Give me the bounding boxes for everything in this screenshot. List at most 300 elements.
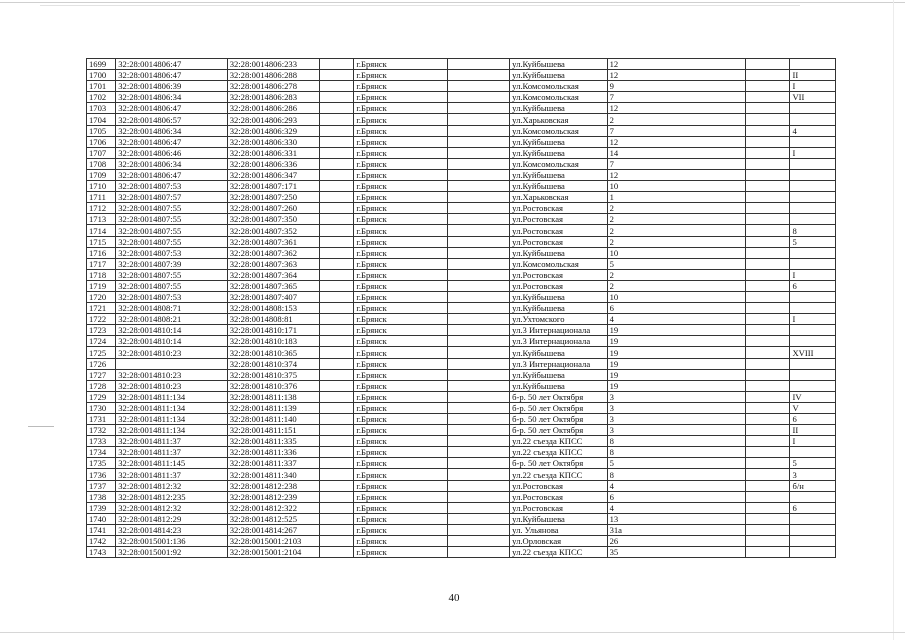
cell-street: ул.22 съезда КПСС xyxy=(510,436,607,447)
cell-blank-a xyxy=(319,291,354,302)
cell-city: г.Брянск xyxy=(354,203,448,214)
cell-apartment xyxy=(790,447,836,458)
cell-apartment: 8 xyxy=(790,225,836,236)
cell-house-number: 5 xyxy=(607,458,746,469)
cell-blank-a xyxy=(319,358,354,369)
cell-street: б-р. 50 лет Октября xyxy=(510,414,607,425)
cell-city: г.Брянск xyxy=(354,280,448,291)
cell-cadastral-number: 32:28:0014810:375 xyxy=(227,369,319,380)
cell-apartment: I xyxy=(790,436,836,447)
cell-apartment xyxy=(790,524,836,535)
cell-blank-c xyxy=(746,414,790,425)
cell-blank-c xyxy=(746,314,790,325)
cell-cadastral-number: 32:28:0014806:286 xyxy=(227,103,319,114)
cell-blank-c xyxy=(746,369,790,380)
cell-cadastral-number: 32:28:0014808:153 xyxy=(227,303,319,314)
cell-city: г.Брянск xyxy=(354,314,448,325)
cell-street: б-р. 50 лет Октября xyxy=(510,402,607,413)
scan-edge-top-inner xyxy=(40,5,800,6)
cell-blank-c xyxy=(746,303,790,314)
cell-parent-cadastral-number: 32:28:0014810:14 xyxy=(116,336,227,347)
cell-street: ул.Ухтомского xyxy=(510,314,607,325)
cell-blank-a xyxy=(319,547,354,558)
cell-blank-c xyxy=(746,92,790,103)
cell-row-number: 1704 xyxy=(87,114,116,125)
cell-house-number: 8 xyxy=(607,447,746,458)
cell-parent-cadastral-number: 32:28:0014806:57 xyxy=(116,114,227,125)
cell-apartment xyxy=(790,303,836,314)
cell-house-number: 3 xyxy=(607,391,746,402)
cell-blank-b xyxy=(448,336,510,347)
cell-row-number: 1736 xyxy=(87,469,116,480)
cell-row-number: 1729 xyxy=(87,391,116,402)
cell-house-number: 13 xyxy=(607,513,746,524)
cell-street: ул.22 съезда КПСС xyxy=(510,469,607,480)
cell-house-number: 31а xyxy=(607,524,746,535)
cell-apartment xyxy=(790,103,836,114)
cell-apartment: V xyxy=(790,402,836,413)
cell-blank-c xyxy=(746,114,790,125)
cell-street: ул.Ростовская xyxy=(510,203,607,214)
cell-blank-a xyxy=(319,192,354,203)
cell-blank-b xyxy=(448,502,510,513)
table-row xyxy=(87,536,836,547)
cell-blank-c xyxy=(746,469,790,480)
cell-parent-cadastral-number: 32:28:0014807:55 xyxy=(116,225,227,236)
cell-apartment: II xyxy=(790,70,836,81)
cell-city: г.Брянск xyxy=(354,391,448,402)
cell-blank-c xyxy=(746,347,790,358)
cell-row-number: 1723 xyxy=(87,325,116,336)
cell-cadastral-number: 32:28:0014806:336 xyxy=(227,158,319,169)
cell-blank-a xyxy=(319,469,354,480)
cell-apartment xyxy=(790,536,836,547)
table-row xyxy=(87,258,836,269)
cell-blank-b xyxy=(448,347,510,358)
table-row xyxy=(87,70,836,81)
cell-city: г.Брянск xyxy=(354,524,448,535)
cell-blank-c xyxy=(746,258,790,269)
cell-blank-a xyxy=(319,158,354,169)
cell-blank-b xyxy=(448,158,510,169)
cell-street: ул.Куйбышева xyxy=(510,369,607,380)
cell-blank-c xyxy=(746,269,790,280)
cell-blank-a xyxy=(319,181,354,192)
cell-parent-cadastral-number: 32:28:0014806:34 xyxy=(116,125,227,136)
cell-row-number: 1731 xyxy=(87,414,116,425)
cell-house-number: 19 xyxy=(607,369,746,380)
cell-row-number: 1742 xyxy=(87,536,116,547)
cell-apartment xyxy=(790,158,836,169)
cell-parent-cadastral-number: 32:28:0014814:23 xyxy=(116,524,227,535)
cell-parent-cadastral-number: 32:28:0014807:55 xyxy=(116,203,227,214)
cell-apartment: IV xyxy=(790,391,836,402)
cell-house-number: 12 xyxy=(607,103,746,114)
cell-house-number: 6 xyxy=(607,303,746,314)
cell-house-number: 12 xyxy=(607,169,746,180)
table-row xyxy=(87,214,836,225)
cell-house-number: 26 xyxy=(607,536,746,547)
cell-blank-c xyxy=(746,458,790,469)
cell-cadastral-number: 32:28:0015001:2103 xyxy=(227,536,319,547)
cell-house-number: 2 xyxy=(607,280,746,291)
table-row xyxy=(87,192,836,203)
cell-city: г.Брянск xyxy=(354,136,448,147)
cell-house-number: 19 xyxy=(607,336,746,347)
cell-blank-c xyxy=(746,103,790,114)
table-row xyxy=(87,303,836,314)
cell-street: ул.Куйбышева xyxy=(510,291,607,302)
cell-apartment: 6 xyxy=(790,414,836,425)
cell-house-number: 19 xyxy=(607,347,746,358)
cell-blank-a xyxy=(319,114,354,125)
cell-blank-c xyxy=(746,336,790,347)
cell-blank-b xyxy=(448,192,510,203)
cell-parent-cadastral-number: 32:28:0014807:53 xyxy=(116,291,227,302)
cell-cadastral-number: 32:28:0014810:183 xyxy=(227,336,319,347)
cell-blank-c xyxy=(746,513,790,524)
cell-blank-a xyxy=(319,314,354,325)
cell-parent-cadastral-number: 32:28:0014807:55 xyxy=(116,236,227,247)
cell-apartment: I xyxy=(790,314,836,325)
cell-row-number: 1737 xyxy=(87,480,116,491)
cell-cadastral-number: 32:28:0014807:352 xyxy=(227,225,319,236)
cell-cadastral-number: 32:28:0014812:322 xyxy=(227,502,319,513)
cell-city: г.Брянск xyxy=(354,447,448,458)
cell-house-number: 4 xyxy=(607,314,746,325)
cell-cadastral-number: 32:28:0014811:138 xyxy=(227,391,319,402)
cell-parent-cadastral-number: 32:28:0015001:136 xyxy=(116,536,227,547)
cell-blank-b xyxy=(448,547,510,558)
cell-city: г.Брянск xyxy=(354,469,448,480)
cell-parent-cadastral-number: 32:28:0014811:134 xyxy=(116,402,227,413)
table-row xyxy=(87,147,836,158)
cell-blank-c xyxy=(746,291,790,302)
cadastral-table xyxy=(86,58,836,558)
cell-blank-a xyxy=(319,414,354,425)
cell-blank-b xyxy=(448,491,510,502)
cell-apartment xyxy=(790,181,836,192)
cell-blank-b xyxy=(448,103,510,114)
cell-street: ул.22 съезда КПСС xyxy=(510,447,607,458)
cell-apartment xyxy=(790,491,836,502)
cell-row-number: 1705 xyxy=(87,125,116,136)
table-row xyxy=(87,59,836,70)
cell-house-number: 4 xyxy=(607,502,746,513)
cell-blank-b xyxy=(448,458,510,469)
cell-parent-cadastral-number: 32:28:0014806:47 xyxy=(116,59,227,70)
cell-parent-cadastral-number: 32:28:0014806:46 xyxy=(116,147,227,158)
cell-row-number: 1727 xyxy=(87,369,116,380)
table-row xyxy=(87,291,836,302)
table-row xyxy=(87,513,836,524)
cell-cadastral-number: 32:28:0014810:365 xyxy=(227,347,319,358)
cell-row-number: 1718 xyxy=(87,269,116,280)
cell-street: ул.Ростовская xyxy=(510,269,607,280)
cell-cadastral-number: 32:28:0014806:293 xyxy=(227,114,319,125)
cell-cadastral-number: 32:28:0014807:171 xyxy=(227,181,319,192)
cell-row-number: 1717 xyxy=(87,258,116,269)
cell-cadastral-number: 32:28:0014807:364 xyxy=(227,269,319,280)
table-row xyxy=(87,524,836,535)
cell-apartment: 5 xyxy=(790,458,836,469)
table-row xyxy=(87,491,836,502)
cell-city: г.Брянск xyxy=(354,59,448,70)
cell-cadastral-number: 32:28:0014807:365 xyxy=(227,280,319,291)
table-row xyxy=(87,280,836,291)
cell-parent-cadastral-number: 32:28:0014806:47 xyxy=(116,169,227,180)
cell-street: ул.Комсомольская xyxy=(510,125,607,136)
cell-parent-cadastral-number: 32:28:0014812:32 xyxy=(116,502,227,513)
cell-blank-c xyxy=(746,380,790,391)
cell-street: ул.Куйбышева xyxy=(510,181,607,192)
cell-row-number: 1720 xyxy=(87,291,116,302)
cell-blank-b xyxy=(448,303,510,314)
cell-blank-b xyxy=(448,225,510,236)
cell-blank-c xyxy=(746,203,790,214)
cell-house-number: 7 xyxy=(607,125,746,136)
cell-row-number: 1715 xyxy=(87,236,116,247)
table-row xyxy=(87,436,836,447)
cell-street: ул.Комсомольская xyxy=(510,81,607,92)
cell-blank-b xyxy=(448,247,510,258)
cell-cadastral-number: 32:28:0014806:347 xyxy=(227,169,319,180)
cell-parent-cadastral-number: 32:28:0014806:39 xyxy=(116,81,227,92)
cell-blank-a xyxy=(319,203,354,214)
cell-parent-cadastral-number: 32:28:0014807:55 xyxy=(116,214,227,225)
table-row xyxy=(87,114,836,125)
cell-blank-c xyxy=(746,325,790,336)
cell-cadastral-number: 32:28:0014806:283 xyxy=(227,92,319,103)
cell-house-number: 2 xyxy=(607,203,746,214)
cell-parent-cadastral-number: 32:28:0014812:235 xyxy=(116,491,227,502)
cell-blank-b xyxy=(448,258,510,269)
cell-house-number: 3 xyxy=(607,425,746,436)
cell-blank-c xyxy=(746,169,790,180)
cell-house-number: 14 xyxy=(607,147,746,158)
table-row xyxy=(87,125,836,136)
cell-city: г.Брянск xyxy=(354,369,448,380)
cell-blank-b xyxy=(448,181,510,192)
cell-row-number: 1743 xyxy=(87,547,116,558)
cell-blank-b xyxy=(448,380,510,391)
cell-city: г.Брянск xyxy=(354,402,448,413)
cell-house-number: 8 xyxy=(607,436,746,447)
cell-street: ул.Ростовская xyxy=(510,491,607,502)
cell-street: ул.22 съезда КПСС xyxy=(510,547,607,558)
cell-row-number: 1732 xyxy=(87,425,116,436)
cell-blank-b xyxy=(448,236,510,247)
cell-house-number: 19 xyxy=(607,380,746,391)
cell-blank-a xyxy=(319,502,354,513)
cell-house-number: 2 xyxy=(607,214,746,225)
cell-street: ул.Куйбышева xyxy=(510,347,607,358)
cadastral-table-body xyxy=(87,59,836,558)
cell-cadastral-number: 32:28:0014806:233 xyxy=(227,59,319,70)
cell-city: г.Брянск xyxy=(354,247,448,258)
document-sheet xyxy=(86,58,836,558)
cell-cadastral-number: 32:28:0014806:331 xyxy=(227,147,319,158)
cell-street: ул.Ростовская xyxy=(510,480,607,491)
cell-cadastral-number: 32:28:0014812:525 xyxy=(227,513,319,524)
scan-margin-mark xyxy=(28,426,54,427)
table-row xyxy=(87,203,836,214)
cell-city: г.Брянск xyxy=(354,291,448,302)
cell-row-number: 1711 xyxy=(87,192,116,203)
cell-city: г.Брянск xyxy=(354,192,448,203)
cell-apartment: VII xyxy=(790,92,836,103)
cell-blank-b xyxy=(448,414,510,425)
cell-city: г.Брянск xyxy=(354,225,448,236)
cell-cadastral-number: 32:28:0014807:362 xyxy=(227,247,319,258)
cell-blank-a xyxy=(319,225,354,236)
cell-house-number: 2 xyxy=(607,269,746,280)
cell-blank-c xyxy=(746,59,790,70)
cell-blank-a xyxy=(319,236,354,247)
cell-row-number: 1722 xyxy=(87,314,116,325)
cell-parent-cadastral-number: 32:28:0014810:14 xyxy=(116,325,227,336)
cell-city: г.Брянск xyxy=(354,92,448,103)
cell-cadastral-number: 32:28:0014811:335 xyxy=(227,436,319,447)
cell-house-number: 9 xyxy=(607,81,746,92)
cell-blank-b xyxy=(448,314,510,325)
cell-street: ул.Куйбышева xyxy=(510,380,607,391)
cell-blank-c xyxy=(746,70,790,81)
table-row xyxy=(87,169,836,180)
cell-blank-a xyxy=(319,347,354,358)
cell-apartment: 4 xyxy=(790,125,836,136)
cell-parent-cadastral-number: 32:28:0014806:47 xyxy=(116,103,227,114)
cell-apartment: II xyxy=(790,425,836,436)
cell-parent-cadastral-number: 32:28:0014806:34 xyxy=(116,158,227,169)
cell-apartment xyxy=(790,369,836,380)
cell-house-number: 8 xyxy=(607,469,746,480)
cell-blank-c xyxy=(746,225,790,236)
cell-city: г.Брянск xyxy=(354,536,448,547)
cell-blank-c xyxy=(746,447,790,458)
cell-row-number: 1728 xyxy=(87,380,116,391)
cell-apartment xyxy=(790,380,836,391)
cell-city: г.Брянск xyxy=(354,258,448,269)
cell-blank-b xyxy=(448,169,510,180)
cell-house-number: 7 xyxy=(607,92,746,103)
cell-cadastral-number: 32:28:0014807:407 xyxy=(227,291,319,302)
table-row xyxy=(87,103,836,114)
cell-parent-cadastral-number: 32:28:0015001:92 xyxy=(116,547,227,558)
cell-street: ул.3 Интернационала xyxy=(510,336,607,347)
cell-blank-a xyxy=(319,147,354,158)
cell-house-number: 1 xyxy=(607,192,746,203)
cell-cadastral-number: 32:28:0014810:374 xyxy=(227,358,319,369)
cell-apartment xyxy=(790,59,836,70)
cell-city: г.Брянск xyxy=(354,325,448,336)
cell-blank-a xyxy=(319,436,354,447)
cell-parent-cadastral-number: 32:28:0014806:47 xyxy=(116,136,227,147)
cell-city: г.Брянск xyxy=(354,169,448,180)
cell-house-number: 12 xyxy=(607,136,746,147)
cell-street: ул.Куйбышева xyxy=(510,147,607,158)
cell-blank-b xyxy=(448,203,510,214)
cell-row-number: 1701 xyxy=(87,81,116,92)
cell-city: г.Брянск xyxy=(354,436,448,447)
table-row xyxy=(87,480,836,491)
cell-parent-cadastral-number: 32:28:0014807:39 xyxy=(116,258,227,269)
cell-row-number: 1730 xyxy=(87,402,116,413)
table-row xyxy=(87,158,836,169)
cell-row-number: 1734 xyxy=(87,447,116,458)
cell-cadastral-number: 32:28:0014806:329 xyxy=(227,125,319,136)
cell-street: ул.Комсомольская xyxy=(510,158,607,169)
cell-city: г.Брянск xyxy=(354,81,448,92)
cell-blank-a xyxy=(319,391,354,402)
cell-blank-a xyxy=(319,458,354,469)
cell-blank-b xyxy=(448,402,510,413)
cell-house-number: 35 xyxy=(607,547,746,558)
cell-blank-b xyxy=(448,280,510,291)
cell-blank-c xyxy=(746,125,790,136)
cell-cadastral-number: 32:28:0015001:2104 xyxy=(227,547,319,558)
cell-row-number: 1733 xyxy=(87,436,116,447)
cell-house-number: 2 xyxy=(607,236,746,247)
cell-blank-a xyxy=(319,214,354,225)
cell-cadastral-number: 32:28:0014811:139 xyxy=(227,402,319,413)
cell-apartment xyxy=(790,214,836,225)
cell-row-number: 1699 xyxy=(87,59,116,70)
cell-house-number: 4 xyxy=(607,480,746,491)
cell-house-number: 19 xyxy=(607,358,746,369)
cell-cadastral-number: 32:28:0014811:340 xyxy=(227,469,319,480)
cell-blank-c xyxy=(746,358,790,369)
cell-parent-cadastral-number: 32:28:0014810:23 xyxy=(116,369,227,380)
cell-blank-b xyxy=(448,447,510,458)
cell-parent-cadastral-number: 32:28:0014807:55 xyxy=(116,280,227,291)
cell-street: б-р. 50 лет Октября xyxy=(510,458,607,469)
cell-blank-b xyxy=(448,125,510,136)
cell-parent-cadastral-number: 32:28:0014810:23 xyxy=(116,380,227,391)
cell-blank-b xyxy=(448,513,510,524)
cell-house-number: 2 xyxy=(607,114,746,125)
cell-blank-c xyxy=(746,81,790,92)
cell-blank-a xyxy=(319,480,354,491)
cell-city: г.Брянск xyxy=(354,158,448,169)
cell-apartment xyxy=(790,247,836,258)
cell-street: ул.Куйбышева xyxy=(510,70,607,81)
cell-blank-b xyxy=(448,391,510,402)
cell-blank-b xyxy=(448,480,510,491)
cell-parent-cadastral-number: 32:28:0014812:29 xyxy=(116,513,227,524)
cell-city: г.Брянск xyxy=(354,214,448,225)
cell-cadastral-number: 32:28:0014807:250 xyxy=(227,192,319,203)
table-row xyxy=(87,380,836,391)
cell-blank-c xyxy=(746,158,790,169)
cell-blank-a xyxy=(319,269,354,280)
cell-house-number: 10 xyxy=(607,247,746,258)
cell-blank-c xyxy=(746,425,790,436)
cell-parent-cadastral-number: 32:28:0014812:32 xyxy=(116,480,227,491)
cell-row-number: 1739 xyxy=(87,502,116,513)
cell-city: г.Брянск xyxy=(354,491,448,502)
table-row xyxy=(87,358,836,369)
cell-blank-b xyxy=(448,536,510,547)
cell-parent-cadastral-number: 32:28:0014807:55 xyxy=(116,269,227,280)
cell-cadastral-number: 32:28:0014810:376 xyxy=(227,380,319,391)
cell-blank-a xyxy=(319,513,354,524)
cell-row-number: 1702 xyxy=(87,92,116,103)
cell-cadastral-number: 32:28:0014806:278 xyxy=(227,81,319,92)
cell-house-number: 10 xyxy=(607,181,746,192)
cell-row-number: 1703 xyxy=(87,103,116,114)
cell-city: г.Брянск xyxy=(354,125,448,136)
